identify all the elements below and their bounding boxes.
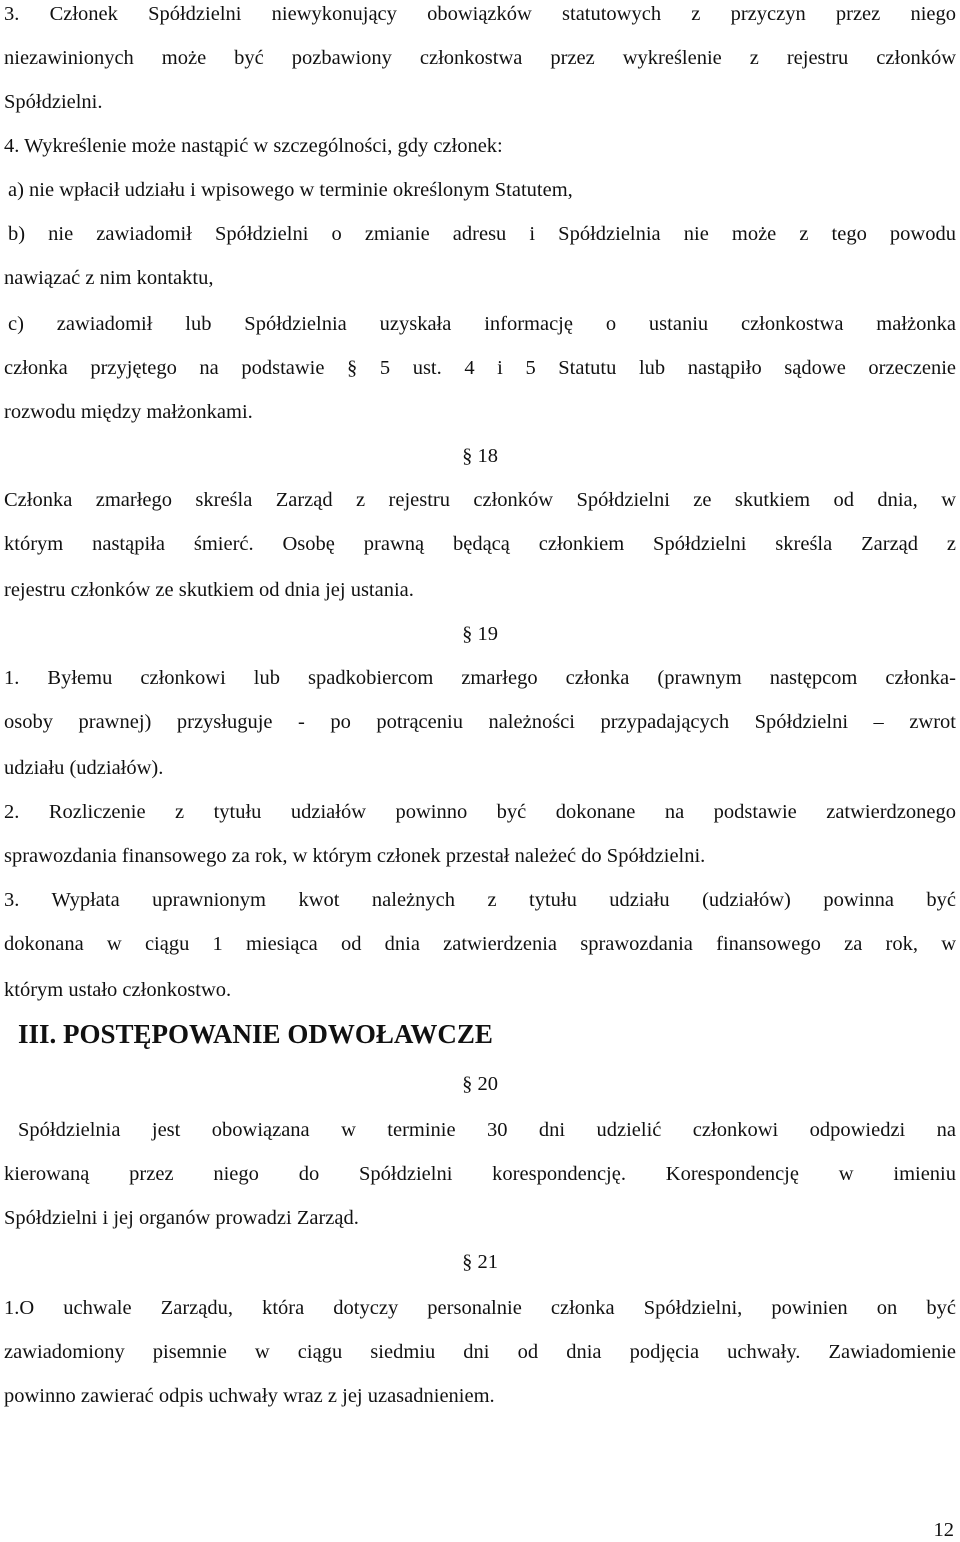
paragraph-line: którym nastąpiła śmierć. Osobę prawną będącą członkiem Spółdzielni skreśla Zarząd z (4, 533, 956, 555)
paragraph-line: osoby prawnej) przysługuje - po potrąceniu należności przypadających Spółdzielni – zwrot (4, 711, 956, 733)
section-heading-18: § 18 (462, 445, 498, 467)
paragraph-line: niezawinionych może być pozbawiony członkostwa przez wykreślenie z rejestru członków (4, 47, 956, 69)
paragraph-line: powinno zawierać odpis uchwały wraz z jej uzasadnieniem. (4, 1385, 495, 1407)
paragraph-line: 4. Wykreślenie może nastąpić w szczególności, gdy członek: (4, 135, 503, 157)
paragraph-line: Spółdzielni. (4, 91, 103, 113)
list-item-a: a) nie wpłacił udziału i wpisowego w terminie określonym Statutem, (8, 179, 573, 201)
paragraph-line: zawiadomiony pisemnie w ciągu siedmiu dni od dnia podjęcia uchwały. Zawiadomienie (4, 1341, 956, 1363)
paragraph-line: 1. Byłemu członkowi lub spadkobiercom zmarłego członka (prawnym następcom członka- (4, 667, 956, 689)
section-heading-20: § 20 (462, 1073, 498, 1095)
section-heading-21: § 21 (462, 1251, 498, 1273)
page-number: 12 (933, 1519, 954, 1541)
paragraph-line: 1.O uchwale Zarządu, która dotyczy personalnie członka Spółdzielni, powinien on być (4, 1297, 956, 1319)
paragraph-line: rejestru członków ze skutkiem od dnia jej ustania. (4, 579, 414, 601)
chapter-heading: III. POSTĘPOWANIE ODWOŁAWCZE (18, 1019, 493, 1049)
section-heading-19: § 19 (462, 623, 498, 645)
paragraph-line: udziału (udziałów). (4, 757, 164, 779)
paragraph-line: sprawozdania finansowego za rok, w którym członek przestał należeć do Spółdzielni. (4, 845, 706, 867)
paragraph-line: 2. Rozliczenie z tytułu udziałów powinno być dokonane na podstawie zatwierdzonego (4, 801, 956, 823)
paragraph-line: rozwodu między małżonkami. (4, 401, 253, 423)
paragraph-line: Spółdzielni i jej organów prowadzi Zarząd. (4, 1207, 359, 1229)
paragraph-line: 3. Członek Spółdzielni niewykonujący obowiązków statutowych z przyczyn przez niego (4, 3, 956, 25)
paragraph-line: kierowaną przez niego do Spółdzielni korespondencję. Korespondencję w imieniu (4, 1163, 956, 1185)
list-item-b: b) nie zawiadomił Spółdzielni o zmianie adresu i Spółdzielnia nie może z tego powodu (8, 223, 956, 245)
paragraph-line: nawiązać z nim kontaktu, (4, 267, 214, 289)
paragraph-line: którym ustało członkostwo. (4, 979, 232, 1001)
paragraph-line: Spółdzielnia jest obowiązana w terminie 30 dni udzielić członkowi odpowiedzi na (18, 1119, 956, 1141)
paragraph-line: członka przyjętego na podstawie § 5 ust. 4 i 5 Statutu lub nastąpiło sądowe orzeczenie (4, 357, 956, 379)
paragraph-line: 3. Wypłata uprawnionym kwot należnych z tytułu udziału (udziałów) powinna być (4, 889, 956, 911)
paragraph-line: Członka zmarłego skreśla Zarząd z rejestru członków Spółdzielni ze skutkiem od dnia, w (4, 489, 956, 511)
paragraph-line: dokonana w ciągu 1 miesiąca od dnia zatwierdzenia sprawozdania finansowego za rok, w (4, 933, 956, 955)
list-item-c: c) zawiadomił lub Spółdzielnia uzyskała informację o ustaniu członkostwa małżonka (8, 313, 956, 335)
